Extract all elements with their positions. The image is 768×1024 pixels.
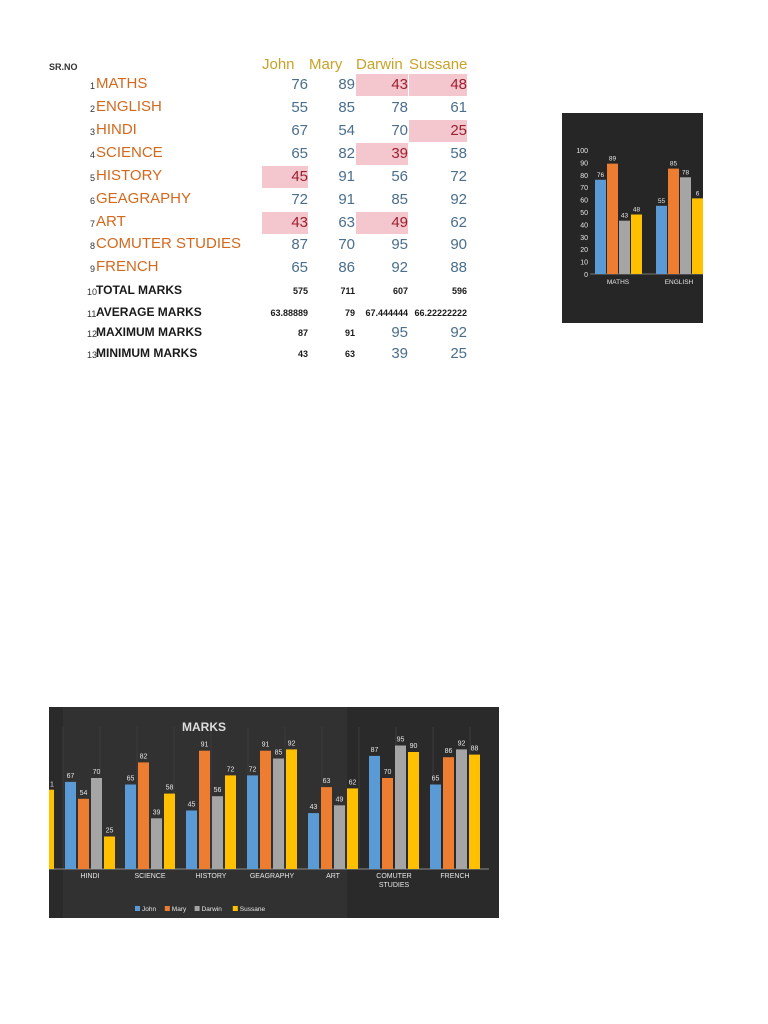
y-tick-label: 40 [580, 222, 588, 230]
summary-cell-darwin[interactable]: 39 [391, 345, 408, 362]
summary-cell-sussane[interactable]: 92 [450, 324, 467, 341]
summary-cell-mary[interactable]: 63 [344, 349, 355, 359]
marks-bar-chart-svg [49, 707, 499, 918]
legend-label: Sussane [239, 906, 266, 913]
mark-cell-john[interactable]: 55 [291, 99, 308, 116]
col-header-mary[interactable]: Mary [309, 56, 343, 73]
subject-name[interactable]: HINDI [96, 121, 137, 138]
bar-mary [443, 757, 454, 869]
x-tick-label: ART [326, 873, 340, 880]
mark-cell-mary[interactable]: 91 [338, 168, 355, 185]
data-label: 87 [370, 746, 379, 754]
mark-cell-mary[interactable]: 54 [338, 122, 355, 139]
y-tick-label: 90 [580, 160, 588, 168]
subject-name[interactable]: FRENCH [96, 258, 159, 275]
row-number: 5 [89, 173, 95, 183]
mark-cell-john[interactable]: 76 [291, 76, 308, 93]
summary-row [0, 322, 480, 344]
mark-cell-darwin[interactable]: 92 [391, 259, 408, 276]
mark-cell-sussane[interactable]: 88 [450, 259, 467, 276]
mark-cell-mary[interactable]: 91 [338, 191, 355, 208]
x-tick-label: FRENCH [440, 873, 470, 880]
chart-title: MARKS [182, 720, 226, 734]
summary-cell-darwin[interactable]: 607 [392, 286, 408, 296]
bar-sussane [104, 837, 115, 870]
data-label: 48 [632, 206, 641, 214]
x-tick-label: HINDI [80, 873, 100, 880]
table-row [0, 189, 480, 211]
row-number: 3 [89, 127, 95, 137]
data-label: 91 [261, 741, 270, 749]
bar-sussane [225, 775, 236, 869]
subject-name[interactable]: ART [96, 213, 126, 230]
x-tick-label: ENGLISH [664, 279, 694, 286]
row-number: 7 [89, 219, 95, 229]
bar-john [595, 180, 606, 274]
bar-john [65, 782, 76, 869]
bar-mary [78, 799, 89, 869]
bar-mary [382, 778, 393, 869]
legend-swatch-mary [165, 906, 170, 911]
bar-sussane [631, 214, 642, 274]
bar-sussane [164, 794, 175, 869]
bar-sussane [692, 198, 703, 274]
bar-darwin [680, 177, 691, 274]
data-label: 54 [79, 789, 88, 797]
data-label: 90 [409, 743, 418, 750]
bar-john [186, 811, 197, 870]
summary-label[interactable]: AVERAGE MARKS [96, 305, 202, 319]
data-label: 56 [213, 787, 222, 795]
data-label: 86 [444, 748, 453, 756]
bar-darwin [212, 796, 223, 869]
data-label: 70 [92, 769, 101, 776]
mark-cell-sussane[interactable]: 48 [409, 74, 467, 96]
legend-swatch-darwin [195, 906, 200, 911]
summary-label[interactable]: MAXIMUM MARKS [96, 325, 202, 339]
data-label: 72 [248, 766, 257, 774]
y-tick-label: 20 [580, 247, 588, 255]
y-tick-label: 60 [580, 197, 588, 205]
bar-sussane [469, 755, 480, 869]
row-number: 13 [87, 350, 98, 360]
data-label: 85 [669, 160, 678, 168]
subject-name[interactable]: HISTORY [96, 167, 163, 184]
mark-cell-sussane[interactable]: 92 [450, 191, 467, 208]
x-tick-label: STUDIES [378, 882, 410, 889]
summary-cell-sussane[interactable]: 66.22222222 [414, 308, 467, 318]
data-label: 55 [657, 197, 666, 205]
mark-cell-darwin[interactable]: 43 [356, 74, 408, 96]
mark-cell-darwin[interactable]: 56 [391, 168, 408, 185]
mark-cell-mary[interactable]: 63 [338, 214, 355, 231]
data-label: 92 [287, 740, 296, 748]
data-label: 49 [335, 796, 344, 804]
bar-darwin [456, 749, 467, 869]
y-tick-label: 100 [576, 148, 588, 155]
bar-john [308, 813, 319, 869]
data-label: 91 [200, 741, 209, 749]
subject-name[interactable]: COMUTER STUDIES [96, 235, 242, 252]
subject-name[interactable]: GEAGRAPHY [96, 190, 192, 207]
data-label: 76 [596, 171, 605, 179]
table-row [0, 257, 480, 279]
table-row [0, 143, 480, 165]
col-header-darwin[interactable]: Darwin [356, 56, 403, 73]
data-label: 25 [105, 827, 114, 835]
summary-row [0, 280, 480, 302]
data-label: 43 [620, 212, 629, 220]
srno-header: SR.NO [49, 62, 78, 72]
col-header-john[interactable]: John [262, 56, 295, 73]
mark-cell-mary[interactable]: 85 [338, 99, 355, 116]
bar-mary [260, 751, 271, 869]
bar-darwin [91, 778, 102, 869]
x-tick-label: COMUTER [376, 873, 412, 880]
data-label: 78 [681, 169, 690, 177]
data-label: 43 [309, 804, 318, 812]
summary-cell-mary[interactable]: 79 [344, 308, 355, 318]
legend-label: Mary [171, 906, 187, 913]
summary-cell-darwin[interactable]: 95 [391, 324, 408, 341]
mark-cell-sussane[interactable]: 90 [450, 236, 467, 253]
mark-cell-darwin[interactable]: 78 [391, 99, 408, 116]
mark-cell-mary[interactable]: 86 [338, 259, 355, 276]
mark-cell-mary[interactable]: 89 [338, 76, 355, 93]
row-number: 6 [89, 196, 95, 206]
legend-label: Darwin [201, 906, 222, 913]
summary-row [0, 343, 480, 365]
mark-cell-john[interactable]: 65 [291, 259, 308, 276]
small-bar-chart-svg [562, 113, 703, 323]
mark-cell-john[interactable]: 65 [291, 145, 308, 162]
y-tick-label: 80 [580, 172, 588, 180]
mark-cell-sussane[interactable]: 61 [450, 99, 467, 116]
mark-cell-mary[interactable]: 82 [338, 145, 355, 162]
bar-sussane [49, 790, 54, 869]
data-label: 65 [126, 775, 135, 783]
row-number: 1 [89, 81, 95, 91]
bar-darwin [151, 818, 162, 869]
data-label: 62 [348, 779, 357, 787]
summary-cell-darwin[interactable]: 67.444444 [365, 308, 408, 318]
legend-swatch-sussane [233, 906, 238, 911]
mark-cell-darwin[interactable]: 39 [356, 143, 408, 165]
bar-mary [199, 751, 210, 869]
mark-cell-john[interactable]: 45 [262, 166, 308, 188]
col-header-sussane[interactable]: Sussane [409, 56, 468, 73]
mark-cell-sussane[interactable]: 58 [450, 145, 467, 162]
y-tick-label: 30 [580, 234, 588, 242]
summary-label[interactable]: TOTAL MARKS [96, 283, 182, 297]
bar-darwin [395, 746, 406, 870]
data-label: 67 [66, 772, 75, 780]
bar-john [369, 756, 380, 869]
mark-cell-darwin[interactable]: 49 [356, 212, 408, 234]
bar-mary [668, 169, 679, 274]
data-label: 58 [165, 784, 174, 792]
table-row [0, 97, 480, 119]
bar-john [125, 785, 136, 870]
data-label: 92 [457, 740, 466, 748]
data-label: 1 [50, 781, 54, 789]
summary-cell-john[interactable]: 87 [297, 328, 308, 338]
row-number: 11 [87, 309, 97, 319]
data-label: 72 [226, 766, 235, 774]
bar-sussane [408, 752, 419, 869]
mark-cell-john[interactable]: 43 [262, 212, 308, 234]
mark-cell-darwin[interactable]: 95 [391, 236, 408, 253]
mark-cell-sussane[interactable]: 72 [450, 168, 467, 185]
mark-cell-darwin[interactable]: 70 [391, 122, 408, 139]
data-label: 39 [152, 809, 161, 817]
mark-cell-sussane[interactable]: 62 [450, 214, 467, 231]
summary-cell-mary[interactable]: 91 [344, 328, 355, 338]
summary-cell-mary[interactable]: 711 [340, 286, 355, 296]
bar-mary [321, 787, 332, 869]
data-label: 82 [139, 753, 148, 761]
row-number: 4 [89, 150, 95, 160]
summary-label[interactable]: MINIMUM MARKS [96, 346, 198, 360]
x-tick-label: GEAGRAPHY [249, 873, 295, 880]
bar-sussane [347, 788, 358, 869]
mark-cell-darwin[interactable]: 85 [391, 191, 408, 208]
table-row [0, 166, 480, 188]
data-label: 45 [187, 801, 196, 809]
row-number: 2 [89, 104, 95, 114]
row-number: 10 [87, 287, 98, 297]
subject-name[interactable]: MATHS [96, 75, 148, 92]
table-row [0, 74, 480, 96]
row-number: 8 [89, 241, 95, 251]
mark-cell-mary[interactable]: 70 [338, 236, 355, 253]
data-label: 85 [274, 749, 283, 757]
mark-cell-sussane[interactable]: 25 [409, 120, 467, 142]
row-number: 9 [89, 264, 95, 274]
bar-john [656, 206, 667, 274]
summary-cell-sussane[interactable]: 25 [450, 345, 467, 362]
bar-john [430, 785, 441, 870]
bar-john [247, 775, 258, 869]
y-tick-label: 50 [580, 210, 588, 217]
bar-darwin [273, 759, 284, 870]
y-tick-label: 10 [580, 259, 588, 267]
bar-darwin [334, 805, 345, 869]
data-label: 6 [695, 190, 700, 198]
mark-cell-john[interactable]: 87 [291, 236, 308, 253]
data-label: 63 [322, 778, 331, 786]
mark-cell-john[interactable]: 67 [291, 122, 308, 139]
bar-darwin [619, 221, 630, 274]
data-label: 65 [431, 775, 440, 783]
bar-sussane [286, 749, 297, 869]
bar-mary [138, 762, 149, 869]
data-label: 95 [396, 736, 405, 744]
data-label: 88 [470, 745, 479, 753]
row-number: 12 [87, 329, 98, 339]
y-tick-label: 0 [584, 272, 588, 279]
data-label: 89 [608, 155, 617, 163]
bar-mary [607, 164, 618, 274]
x-tick-label: SCIENCE [134, 873, 166, 880]
mark-cell-john[interactable]: 72 [291, 191, 308, 208]
subject-name[interactable]: SCIENCE [96, 144, 163, 161]
table-row [0, 212, 480, 234]
legend-swatch-john [135, 906, 140, 911]
x-tick-label: MATHS [606, 279, 630, 286]
subject-chart-small[interactable] [562, 113, 703, 323]
data-label: 70 [383, 769, 392, 776]
marks-chart[interactable] [49, 707, 499, 918]
summary-cell-john[interactable]: 575 [292, 286, 308, 296]
x-tick-label: HISTORY [195, 873, 227, 880]
y-tick-label: 70 [580, 185, 588, 193]
legend-label: John [142, 906, 157, 913]
summary-row [0, 302, 480, 324]
table-row [0, 120, 480, 142]
summary-cell-sussane[interactable]: 596 [451, 286, 467, 296]
table-row [0, 234, 480, 256]
summary-cell-john[interactable]: 43 [297, 349, 308, 359]
summary-cell-john[interactable]: 63.88889 [270, 308, 308, 318]
subject-name[interactable]: ENGLISH [96, 98, 162, 115]
